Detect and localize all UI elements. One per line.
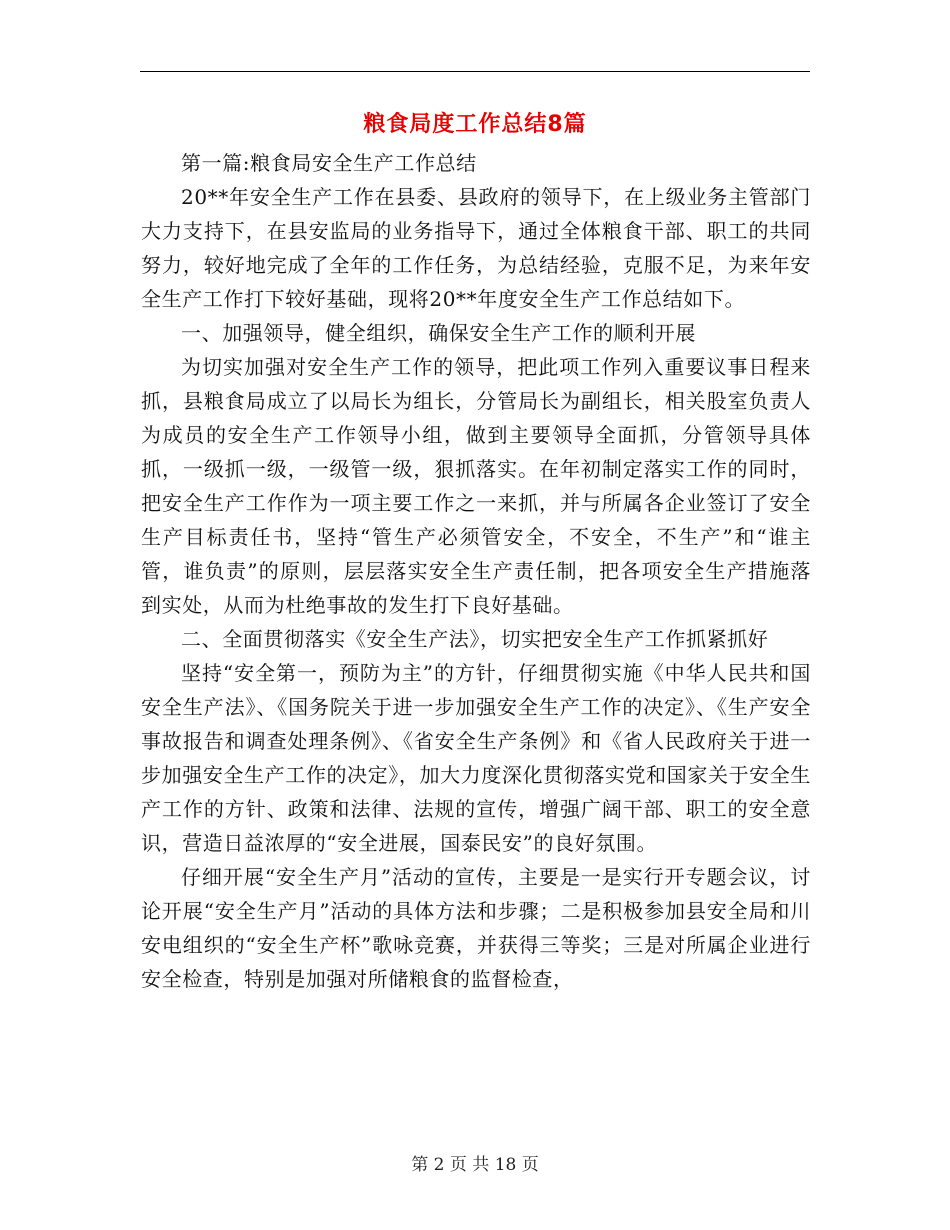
paragraph-leadership: 为切实加强对安全生产工作的领导，把此项工作列入重要议事日程来抓，县粮食局成立了以局长为组长，分管局长为副组长，相关股室负责人为成员的安全生产工作领导小组，做到主要领导全面抓，分管领导具体抓，一级抓一级，一级管一级，狠抓落实。在年初制定落实工作的同时，把安全生产工作作为一项主要工作之一来抓，并与所属各企业签订了安全生产目标责任书，坚持“管生产必须管安全，不安全，不生产”和“谁主管，谁负责”的原则，层层落实安全生产责任制，把各项安全生产措施落到实处，从而为杜绝事故的发生打下良好基础。 xyxy=(141,355,811,617)
paragraph-policy: 坚持“安全第一，预防为主”的方针，仔细贯彻实施《中华人民共和国安全生产法》、《国务院关于进一步加强安全生产工作的决定》、《生产安全事故报告和调查处理条例》、《省安全生产条例》和《省人民政府关于进一步加强安全生产工作的决定》，加大力度深化贯彻落实党和国家关于安全生产工作的方针、政策和法律、法规的宣传，增强广阔干部、职工的安全意识，营造日益浓厚的“安全进展，国泰民安”的良好氛围。 xyxy=(141,661,811,855)
page-number: 第 2 页 共 18 页 xyxy=(411,1155,539,1175)
subheading-1: 一、加强领导，健全组织，确保安全生产工作的顺利开展 xyxy=(181,321,696,345)
document-title: 粮食局度工作总结8篇 xyxy=(363,112,587,137)
subheading-2: 二、全面贯彻落实《安全生产法》，切实把安全生产工作抓紧抓好 xyxy=(181,627,769,651)
document-body xyxy=(141,146,811,996)
paragraph-intro: 20**年安全生产工作在县委、县政府的领导下，在上级业务主管部门大力支持下，在县安监局的业务指导下，通过全体粮食干部、职工的共同努力，较好地完成了全年的工作任务，为总结经验，克服不足，为来年安全生产工作打下较好基础，现将20**年度安全生产工作总结如下。 xyxy=(141,185,811,311)
paragraph-safety-month: 仔细开展“安全生产月”活动的宣传，主要是一是实行开专题会议，讨论开展“安全生产月”活动的具体方法和步骤；二是积极参加县安全局和川安电组织的“安全生产杯”歌咏竞赛，并获得三等奖；三是对所属企业进行安全检查，特别是加强对所储粮食的监督检查， xyxy=(141,865,811,991)
header-rule xyxy=(140,71,810,72)
section-heading-1: 第一篇:粮食局安全生产工作总结 xyxy=(181,151,477,175)
